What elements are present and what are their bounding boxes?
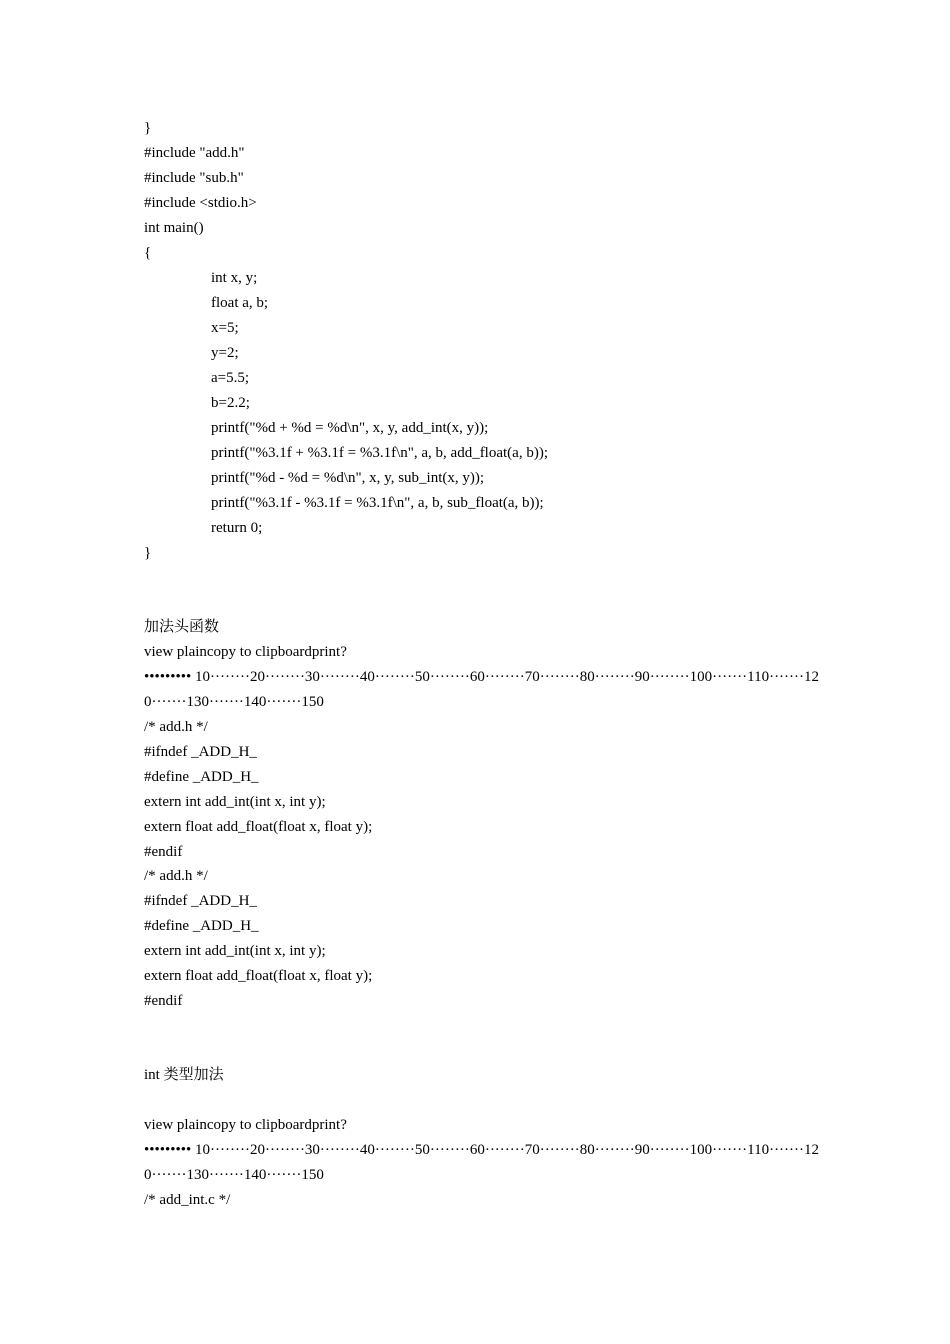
- code-line: a=5.5;: [211, 370, 250, 386]
- code-line: /* add.h */: [144, 719, 208, 735]
- code-toolbar-link[interactable]: view plaincopy to clipboardprint?: [144, 644, 347, 660]
- code-line: printf("%d - %d = %d\n", x, y, sub_int(x, y));: [211, 470, 485, 486]
- code-line: x=5;: [211, 320, 239, 336]
- section-heading: int 类型加法: [144, 1067, 224, 1083]
- code-line: {: [144, 245, 152, 261]
- code-line: #endif: [144, 844, 183, 860]
- code-line: #ifndef _ADD_H_: [144, 744, 257, 760]
- column-ruler: ••••••••• 10········20········30········40········50········60········70········80········90········100·······110·······12: [144, 669, 820, 685]
- code-line: printf("%d + %d = %d\n", x, y, add_int(x, y));: [211, 420, 489, 436]
- code-line: printf("%3.1f + %3.1f = %3.1f\n", a, b, add_float(a, b));: [211, 445, 548, 461]
- code-line: /* add.h */: [144, 868, 208, 884]
- code-line: #endif: [144, 993, 183, 1009]
- code-line: y=2;: [211, 345, 239, 361]
- section-heading: 加法头函数: [144, 619, 220, 635]
- code-line: /* add_int.c */: [144, 1192, 231, 1208]
- code-line: #define _ADD_H_: [144, 918, 259, 934]
- code-line: #include "add.h": [144, 145, 245, 161]
- code-line: extern int add_int(int x, int y);: [144, 794, 326, 810]
- code-line: b=2.2;: [211, 395, 250, 411]
- code-line: int x, y;: [211, 270, 258, 286]
- code-line: extern int add_int(int x, int y);: [144, 943, 326, 959]
- code-line: return 0;: [211, 520, 263, 536]
- code-line: }: [144, 120, 152, 136]
- column-ruler: ••••••••• 10········20········30········40········50········60········70········80········90········100·······110·······12: [144, 1142, 820, 1158]
- code-line: int main(): [144, 220, 204, 236]
- code-line: extern float add_float(float x, float y);: [144, 819, 373, 835]
- code-line: float a, b;: [211, 295, 269, 311]
- code-line: #include <stdio.h>: [144, 195, 257, 211]
- column-ruler: 0·······130·······140·······150: [144, 694, 324, 710]
- code-line: }: [144, 545, 152, 561]
- code-line: #ifndef _ADD_H_: [144, 893, 257, 909]
- code-line: #include "sub.h": [144, 170, 244, 186]
- code-line: printf("%3.1f - %3.1f = %3.1f\n", a, b, sub_float(a, b));: [211, 495, 544, 511]
- code-toolbar-link[interactable]: view plaincopy to clipboardprint?: [144, 1117, 347, 1133]
- code-line: #define _ADD_H_: [144, 769, 259, 785]
- column-ruler: 0·······130·······140·······150: [144, 1167, 324, 1183]
- code-line: extern float add_float(float x, float y);: [144, 968, 373, 984]
